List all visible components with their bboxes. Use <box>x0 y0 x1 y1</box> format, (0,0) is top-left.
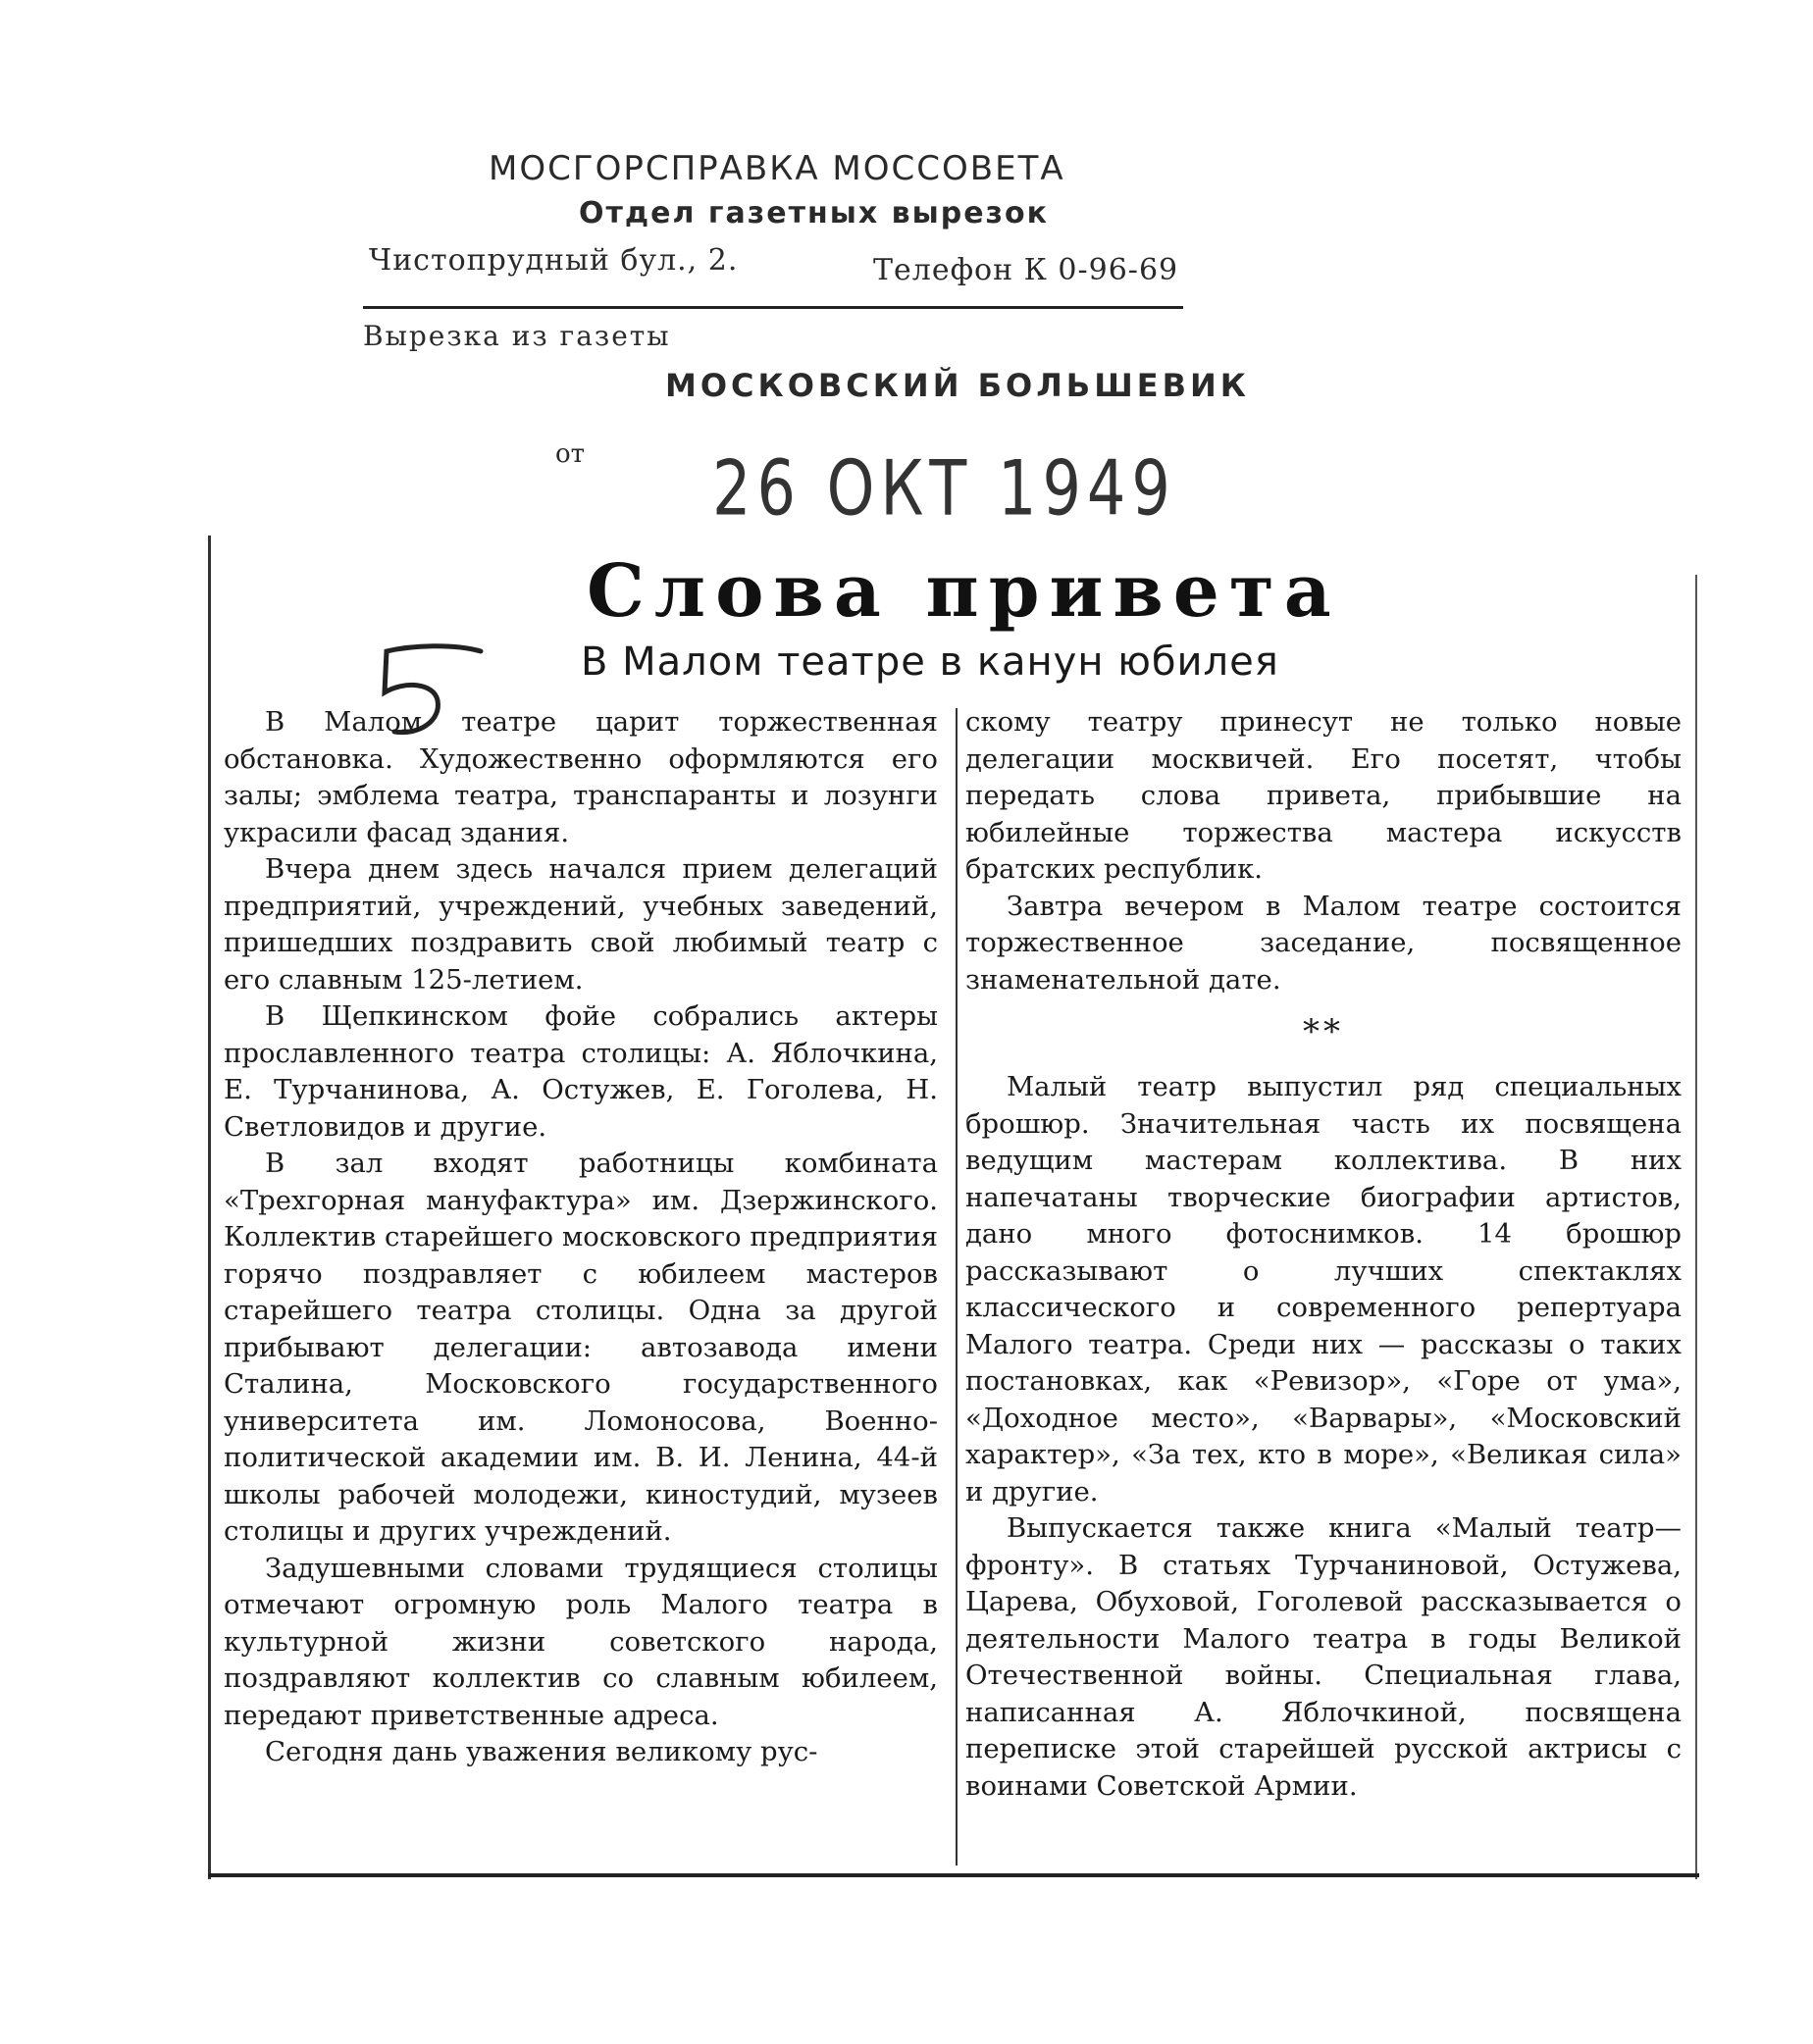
paragraph: В Малом театре царит торжественная обстановка. Художественно оформляются его залы; эмблема театра, транспаранты и лозунги украсили фасад здания. <box>224 706 938 848</box>
article-title: Слова привета <box>587 549 1341 634</box>
date-stamp: 26 ОКТ 1949 <box>712 443 1176 534</box>
paragraph: Малый театр выпустил ряд специальных брошюр. Значительная часть их посвящена ведущим мастерам коллектива. В них напечатаны творческие биографии артистов, дано много фотоснимков. 14 брошюр рассказывают о лучших спектаклях классического и современного репертуара Малого театра. Среди них — рассказы о таких постановках, как «Ревизор», «Горе от ума», «Доходное место», «Варвары», «Московский характер», «За тех, кто в море», «Великая сила» и другие. <box>965 1071 1682 1507</box>
newspaper-name: МОСКОВСКИЙ БОЛЬШЕВИК <box>665 367 1250 404</box>
paragraph: Задушевными словами трудящиеся столицы отмечают огромную роль Малого театра в культурной жизни советского народа, поздравляют коллектив со славным юбилеем, передают приветственные адреса. <box>224 1552 938 1731</box>
paragraph: Сегодня дань уважения великому рус- <box>265 1736 818 1767</box>
clipping-border-right <box>1695 575 1697 1879</box>
paragraph: В зал входят работницы комбината «Трехгорная мануфактура» им. Дзержинского. Коллектив старейшего московского предприятия горячо поздравляет с юбилеем мастеров старейшего театра столицы. Одна за другой прибывают делегации: автозавода имени Сталина, Московского государственного университета им. Ломоносова, Военно-политической академии им. В. И. Ленина, 44-й школы рабочей молодежи, киностудий, музеев столицы и других учреждений. <box>224 1148 938 1547</box>
date-prefix: от <box>555 439 586 469</box>
paragraph: Завтра вечером в Малом театре состоится торжественное заседание, посвященное знаменательной дате. <box>965 890 1682 996</box>
paragraph: Вчера днем здесь начался прием делегаций предприятий, учреждений, учебных заведений, пришедших поздравить свой любимый театр с его славным 125-летием. <box>224 853 938 996</box>
paragraph: скому театру принесут не только новые делегации москвичей. Его посетят, чтобы передать слова привета, прибывшие на юбилейные торжества мастера искусств братских республик. <box>965 706 1682 885</box>
clipping-border-bottom <box>208 1873 1699 1877</box>
paragraph: Выпускается также книга «Малый театр—фронту». В статьях Турчаниновой, Остужева, Царева, Обуховой, Гоголевой рассказывается о деятельности Малого театра в годы Великой Отечественной войны. Специальная глава, написанная А. Яблочкиной, посвящена переписке этой старейшей русской актрисы с воинами Советской Армии. <box>965 1512 1682 1802</box>
article-column-left <box>224 704 938 1771</box>
clip-from-label: Вырезка из газеты <box>363 320 671 352</box>
agency-address: Чистопрудный бул., 2. <box>369 243 739 278</box>
paragraph: В Щепкинском фойе собрались актеры прославленного театра столицы: А. Яблочкина, Е. Турчанинова, А. Остужев, Е. Гоголева, Н. Светловидов и другие. <box>224 1000 938 1143</box>
section-separator: ** <box>1303 1012 1344 1051</box>
article-subtitle: В Малом театре в канун юбилея <box>581 639 1279 685</box>
clipping-border-left <box>208 536 211 1879</box>
department-name: Отдел газетных вырезок <box>579 196 1049 230</box>
header-rule <box>363 306 1183 309</box>
column-divider <box>956 708 958 1865</box>
agency-phone: Телефон К 0-96-69 <box>873 253 1179 287</box>
agency-name: МОСГОРСПРАВКА МОССОВЕТА <box>489 149 1065 188</box>
article-column-right <box>965 704 1682 1805</box>
